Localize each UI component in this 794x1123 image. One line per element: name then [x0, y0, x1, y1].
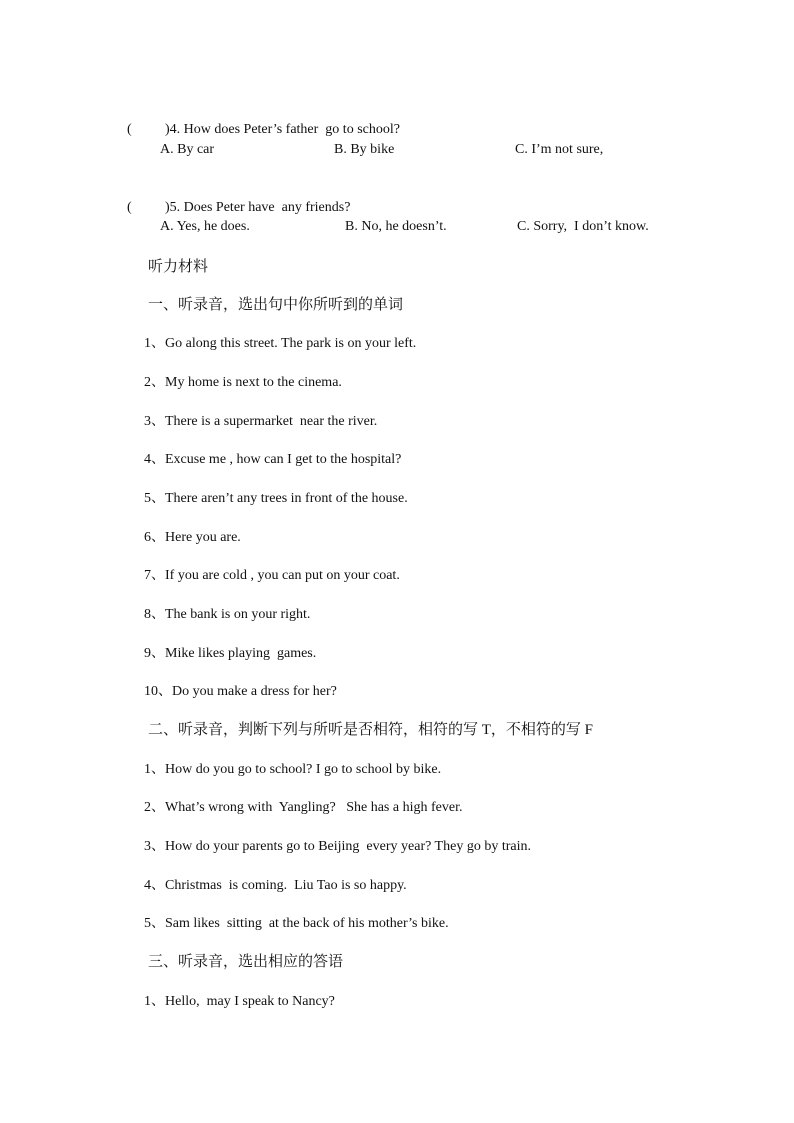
- list-item: 10、Do you make a dress for her?: [144, 684, 337, 699]
- option-a: A. By car: [160, 142, 215, 157]
- option-c: C. I’m not sure,: [515, 142, 604, 157]
- list-item: 3、There is a supermarket near the river.: [144, 414, 378, 429]
- list-item: 5、There aren’t any trees in front of the house.: [144, 491, 408, 506]
- section-3-title: 三、听录音，选出相应的答语: [148, 954, 344, 970]
- option-c: C. Sorry, I don’t know.: [517, 219, 649, 234]
- list-item: 9、Mike likes playing games.: [144, 646, 317, 661]
- list-item: 6、Here you are.: [144, 530, 241, 545]
- section-1-title: 一、听录音，选出句中你所听到的单词: [148, 297, 404, 313]
- list-item: 4、Excuse me , how can I get to the hospital?: [144, 452, 402, 467]
- question-5: [120, 181, 350, 217]
- section-2-title: 二、听录音，判断下列与所听是否相符，相符的写 T，不相符的写 F: [148, 722, 594, 738]
- list-item: 8、The bank is on your right.: [144, 607, 311, 622]
- answer-paren: (: [127, 122, 132, 137]
- question-4: [120, 103, 400, 139]
- list-item: 3、How do your parents go to Beijing every year? They go by train.: [144, 839, 531, 854]
- material-title: 听力材料: [148, 259, 209, 275]
- list-item: 1、Go along this street. The park is on your left.: [144, 336, 417, 351]
- option-a: A. Yes, he does.: [160, 219, 250, 234]
- question-text: )4. How does Peter’s father go to school?: [165, 122, 400, 137]
- list-item: 4、Christmas is coming. Liu Tao is so happy.: [144, 878, 407, 893]
- list-item: 2、My home is next to the cinema.: [144, 375, 342, 390]
- answer-paren: (: [127, 200, 132, 215]
- list-item: 1、How do you go to school? I go to school by bike.: [144, 762, 442, 777]
- option-b: B. No, he doesn’t.: [345, 219, 447, 234]
- option-b: B. By bike: [334, 142, 395, 157]
- list-item: 7、If you are cold , you can put on your coat.: [144, 568, 400, 583]
- list-item: 5、Sam likes sitting at the back of his mother’s bike.: [144, 916, 449, 931]
- question-text: )5. Does Peter have any friends?: [165, 200, 351, 215]
- list-item: 2、What’s wrong with Yangling? She has a high fever.: [144, 800, 463, 815]
- list-item: 1、Hello, may I speak to Nancy?: [144, 994, 335, 1009]
